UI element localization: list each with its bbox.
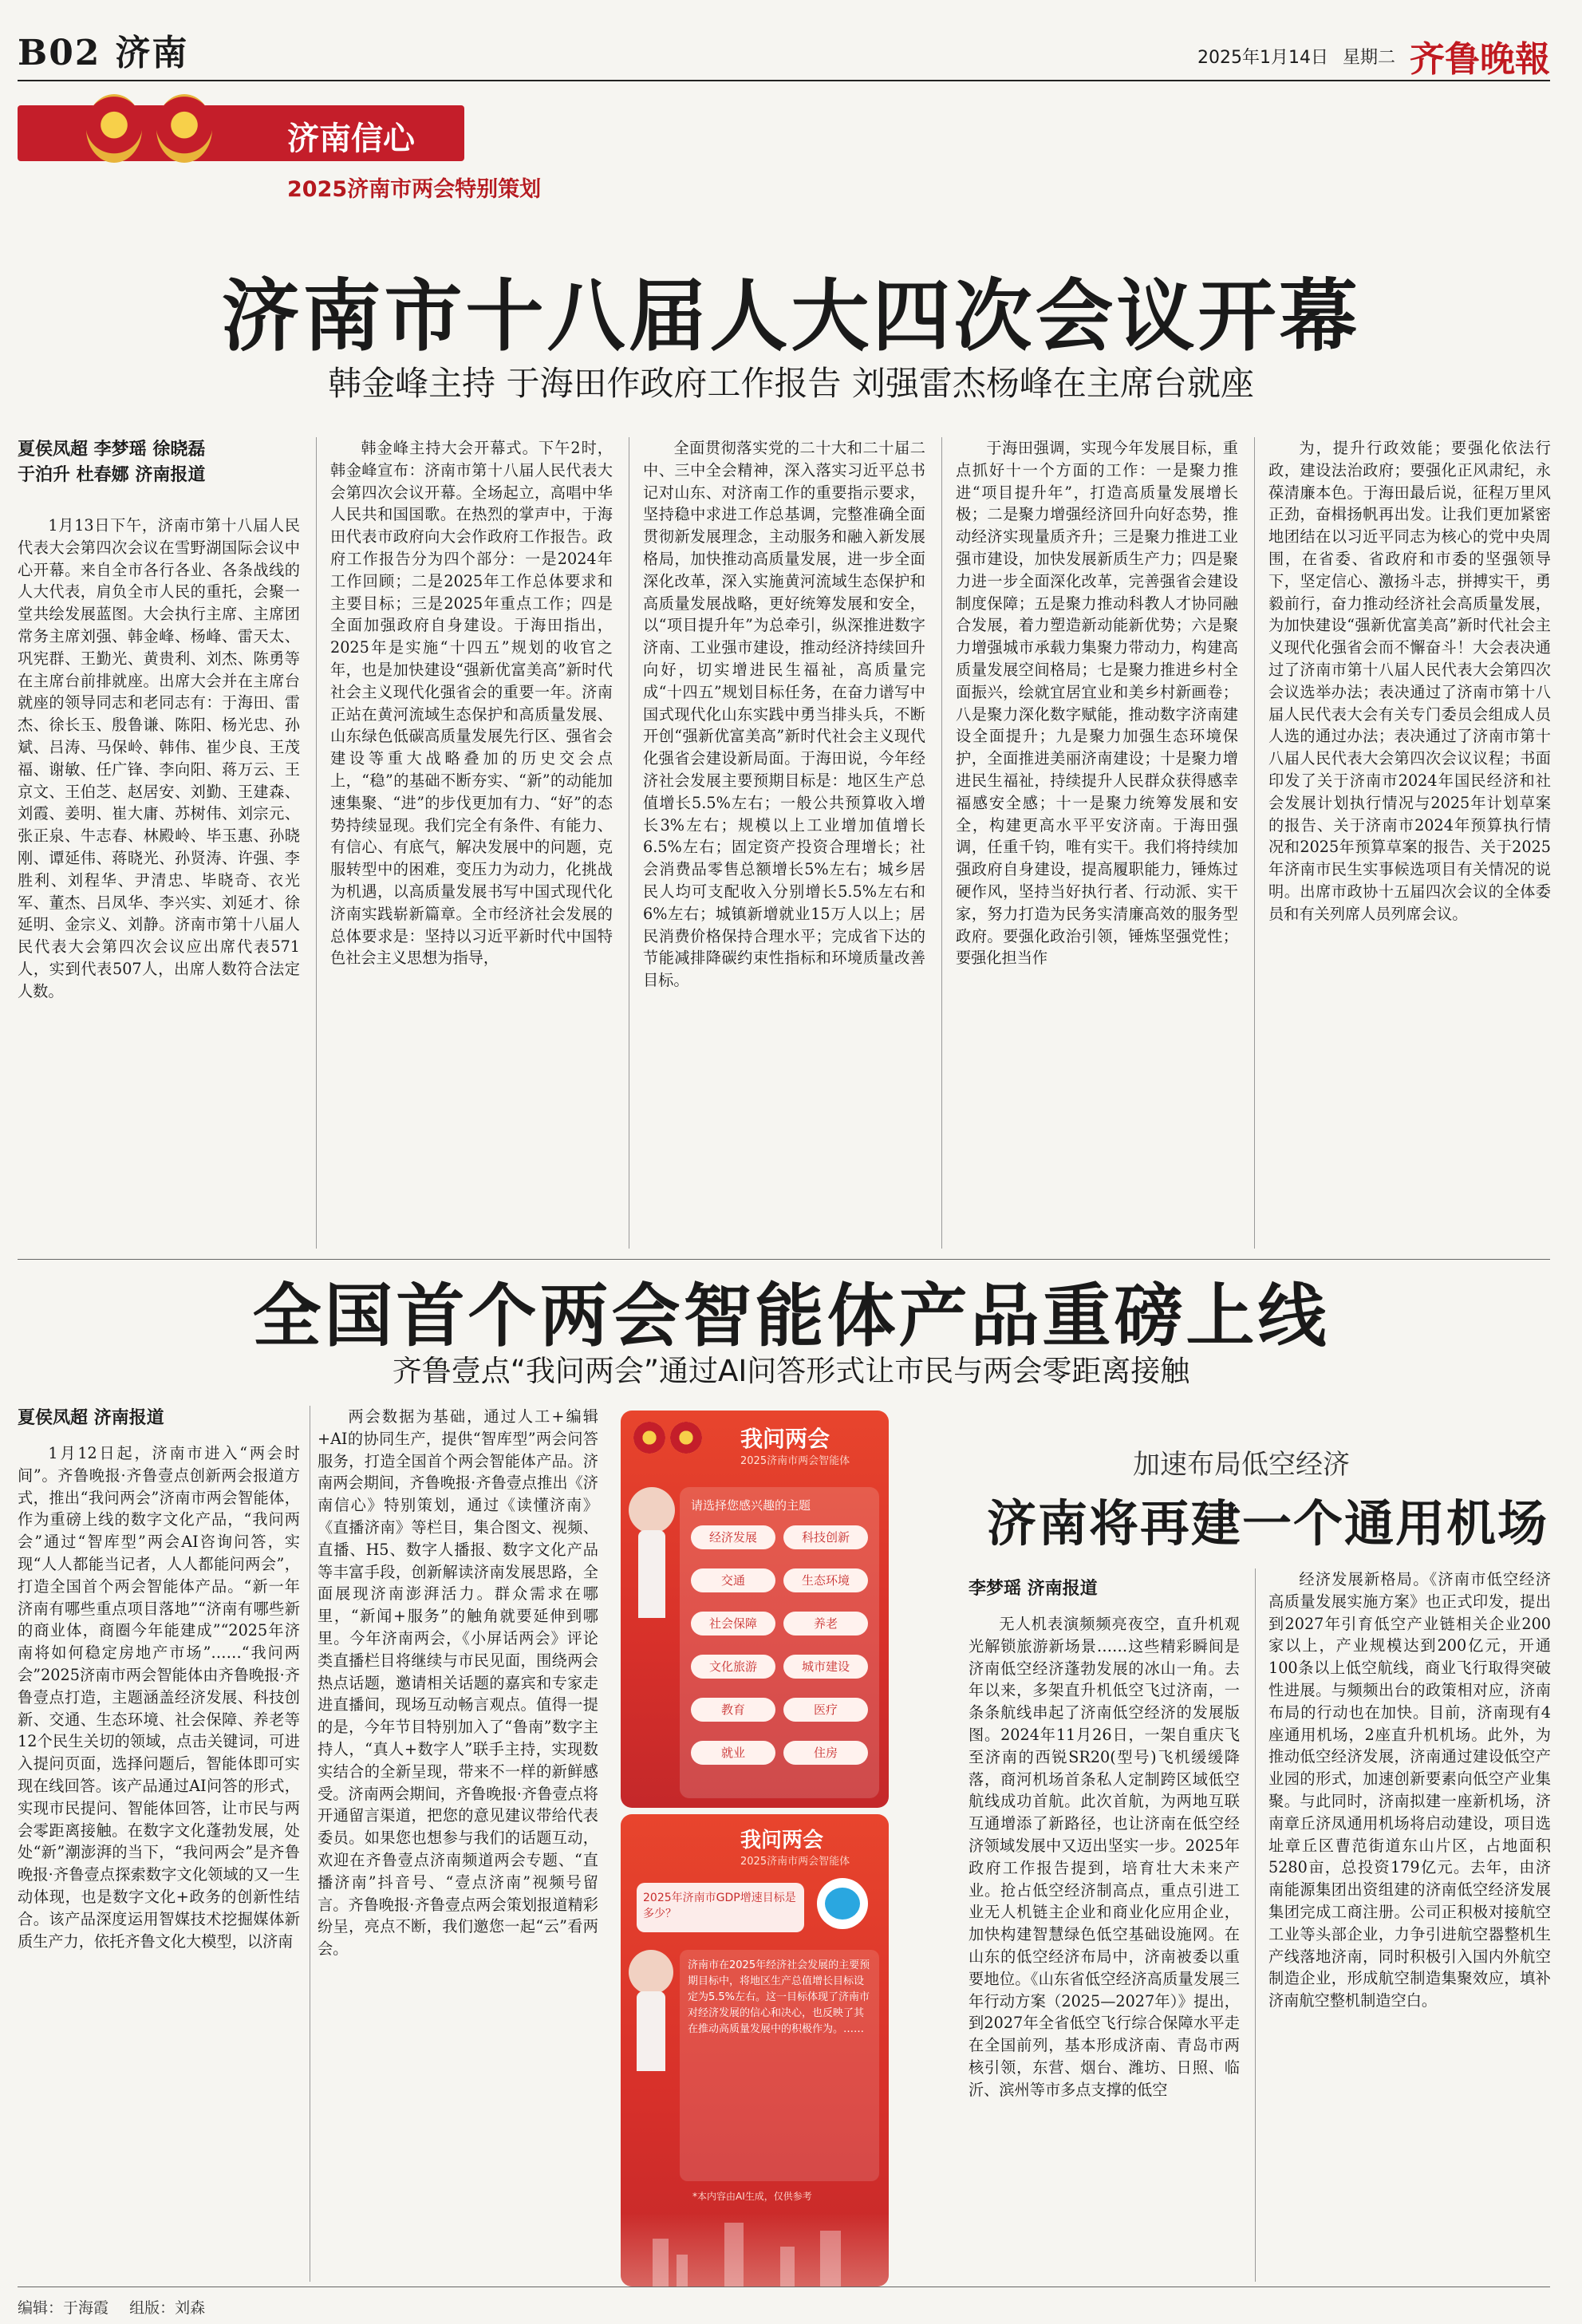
digital-host-body: [638, 1530, 665, 1618]
story1-column-4: 于海田强调，实现今年发展目标，重点抓好十一个方面的工作：一是聚力推进“项目提升年”，打造高质量发展增长极；二是聚力增强经济回升向好态势，推动经济实现量质齐升；三是聚力推进工业强市建设，加快发展新质生产力；四是聚力进一步全面深化改革，完善强省会建设制度保障；五是聚力推动科教人才协同融合发展，着力塑造新动能新优势；六是聚力增强城市承载力集聚力带动力，构建高质量发展空间格局；七是聚力推进乡村全面振兴，绘就宜居宜业和美乡村新画卷；八是聚力深化数字赋能，推动数字济南建设全面提升；九是聚力加强生态环境保护，全面推进美丽济南建设；十是聚力增进民生福祉，持续提升人民群众获得感幸福感安全感；十一是聚力统筹发展和安全，构建更高水平平安济南。于海田强调，任重千钧，唯有实干。我们将持续加强政府自身建设，提高履职能力，锤炼过硬作风，坚持当好执行者、行动派、实干家，努力打造为民务实清廉高效的服务型政府。要强化政治引领，锤炼坚强党性；要强化担当作: [956, 439, 1238, 968]
digital-host-body: [637, 1991, 665, 2071]
section-name: 济南: [115, 33, 189, 73]
story2-byline: 夏侯凤超 济南报道: [18, 1408, 164, 1428]
story2-subhead: 齐鲁壹点“我问两会”通过AI问答形式让市民与两会零距离接触: [392, 1354, 1190, 1388]
story2-column-2: 两会数据为基础，通过人工+编辑+AI的协同生产，提供“智库型”两会问答服务，打造全国首个两会智能体产品。济南两会期间，齐鲁晚报·齐鲁壹点推出《济南信心》特别策划，通过《读懂济南》《直播济南》等栏目，集合图文、视频、直播、H5、数字人播报、数字文化产品等丰富手段，创新解读济南发展思路，全面展现济南澎湃活力。群众需求在哪里，“新闻+服务”的触角就要延伸到哪里。今年济南两会，《小屏话两会》评论类直播栏目将继续与市民见面，围绕两会热点话题，邀请相关话题的嘉宾和专家走进直播间，现场互动畅言观点。值得一提的是，今年节目特别加入了“鲁南”数字主持人，“真人+数字人”联手主持，实现数实结合的全新呈现，带来不一样的新鲜感受。济南两会期间，齐鲁晚报·齐鲁壹点将开通留言渠道，把您的意见建议带给代表委员。如果您也想参与我们的话题互动，欢迎在齐鲁壹点济南频道两会专题、“直播济南”抖音号、“壹点济南”视频号留言。齐鲁晚报·齐鲁壹点两会策划报道精彩纷呈，亮点不断，我们邀您一起“云”看两会。: [318, 1407, 598, 1959]
topic-chip[interactable]: 交通: [691, 1568, 775, 1592]
story3-column-1: 无人机表演频频亮夜空，直升机观光解锁旅游新场景……这些精彩瞬间是济南低空经济蓬勃发展的冰山一角。去年以来，多架直升机低空飞过济南，一条条航线串起了济南低空经济的发展版图。2024年11月26日，一架自重庆飞至济南的西锐SR20(型号)飞机缓缓降落，商河机场首条私人定制跨区域低空航线成功首航。此次首航，为两地互联互通增添了新路径，也让济南在低空经济领域发展中又迈出坚实一步。2025年政府工作报告提到，培育壮大未来产业。抢占低空经济制高点，重点引进工业无人机链主企业和商业化应用企业，加快构建智慧绿色低空基础设施网。在山东的低空经济布局中，济南被委以重要地位。《山东省低空经济高质量发展三年行动方案（2025—2027年）》提出，到2027年全省低空飞行综合保障水平走在全国前列，基本形成济南、青岛市两核引领，东营、烟台、潍坊、日照、临沂、滨州等市多点支撑的低空: [969, 1615, 1240, 2099]
topic-panel: [680, 1487, 879, 1798]
page-footer: [18, 2296, 205, 2318]
topic-chip[interactable]: 养老: [783, 1612, 868, 1635]
byline-line1: 夏侯凤超 李梦瑶 徐晓磊: [18, 440, 206, 460]
footer-layout: 组版：刘森: [129, 2299, 206, 2317]
digital-host-avatar: [629, 1487, 675, 1533]
ai-disclaimer: *本内容由AI生成，仅供参考: [692, 2191, 812, 2202]
page-code: B02: [18, 33, 101, 73]
answer-bubble: 济南市在2025年经济社会发展的主要预期目标中，将地区生产总值增长目标设定为5.5%左右。这一目标体现了济南市对经济发展的信心和决心，也反映了其在推动高质量发展中的积极作为。……: [680, 1950, 879, 2181]
story3-headline: 济南将再建一个通用机场: [986, 1494, 1548, 1553]
byline-line2: 于泊升 杜春娜 济南报道: [18, 465, 206, 485]
story3-kicker: 加速布局低空经济: [1133, 1449, 1350, 1481]
topic-chip[interactable]: 住房: [783, 1741, 868, 1765]
app-screenshot-topics: [621, 1411, 889, 1808]
story1-byline: [18, 437, 281, 488]
topic-chip[interactable]: 社会保障: [691, 1612, 775, 1635]
banner-subtitle: 2025济南市两会特别策划: [287, 177, 542, 202]
story3-column-2: 经济发展新格局。《济南市低空经济高质量发展实施方案》也正式印发，提出到2027年引育低空产业链相关企业200家以上，产业规模达到200亿元，开通100条以上低空航线，商业飞行取得突破性进展。与频频出台的政策相对应，济南布局的行动也在加快。目前，济南现有4座通用机场，2座直升机机场。此外，为推动低空经济发展，济南通过建设低空产业园的形式，加速创新要素向低空产业集聚。与此同时，济南拟建一座新机场，济南章丘济凤通用机场将启动建设，项目选址章丘区曹范街道东山片区，占地面积5280亩，总投资179亿元。去年，由济南能源集团出资组建的济南低空经济发展集团完成工商注册。公司正积极对接航空工业等头部企业，力争引进航空器整机生产线落地济南，同时积极引入国内外航空制造企业，形成航空制造集聚效应，填补济南航空整机制造空白。: [1268, 1570, 1551, 2010]
page-header: [18, 24, 188, 75]
column-divider: [316, 437, 317, 1249]
story2-column-1: 1月12日起，济南市进入“两会时间”。齐鲁晚报·齐鲁壹点创新两会报道方式，推出“我问两会”济南市两会智能体，作为重磅上线的数字文化产品，“我问两会”通过“智库型”两会AI咨询问答，实现“人人都能当记者，人人都能问两会”，打造全国首个两会智能体产品。“新一年济南有哪些重点项目落地”“济南有哪些新的商业体，商圈今年能建成”“2025年济南将如何稳定房地产市场”……“我问两会”2025济南市两会智能体由齐鲁晚报·齐鲁壹点打造，主题涵盖经济发展、科技创新、交通、生态环境、社会保障、养老等12个民生关切的领域，点击关键词，可进入提问页面，选择问题后，智能体即可实现在线回答。该产品通过AI问答的形式，实现市民提问、智能体回答，让市民与两会零距离接触。在数字文化蓬勃发展，处处“新”潮澎湃的当下，“我问两会”是齐鲁晚报·齐鲁壹点探索数字文化领域的又一生动体现，也是数字文化+政务的创新性结合。该产品深度运用智媒技术挖掘媒体新质生产力，依托齐鲁文化大模型，以济南: [18, 1444, 300, 1951]
topic-chip[interactable]: 科技创新: [783, 1525, 868, 1549]
app-title: 我问两会: [740, 1426, 830, 1452]
app-title: 我问两会: [740, 1829, 824, 1852]
city-skyline-decoration: [621, 2213, 889, 2287]
topic-chip[interactable]: 城市建设: [783, 1655, 868, 1679]
story1-column-3: 全面贯彻落实党的二十大和二十届二中、三中全会精神，深入落实习近平总书记对山东、对济南工作的重要指示要求，坚持稳中求进工作总基调，完整准确全面贯彻新发展理念，主动服务和融入新发展格局，加快推动高质量发展，进一步全面深化改革，深入实施黄河流域生态保护和高质量发展战略，更好统筹发展和安全，以“项目提升年”为总牵引，纵深推进数字济南、工业强市建设，推动经济持续回升向好，切实增进民生福祉，高质量完成“十四五”规划目标任务，在奋力谱写中国式现代化山东实践中勇当排头兵，不断开创“强新优富美高”新时代社会主义现代化强省会建设新局面。于海田说，今年经济社会发展主要预期目标是：地区生产总值增长5.5%左右；一般公共预算收入增长3%左右；规模以上工业增加值增长6.5%左右；固定资产投资合理增长；社会消费品零售总额增长5%左右；城乡居民人均可支配收入分别增长5.5%左右和6%左右；城镇新增就业15万人以上；居民消费价格保持合理水平；完成省下达的节能减排降碳约束性指标和环境质量改善目标。: [643, 439, 925, 990]
column-divider: [1255, 1568, 1256, 2282]
national-emblem-icon: [86, 94, 142, 163]
app-screenshot-answer: [621, 1814, 889, 2287]
topic-chip[interactable]: 教育: [691, 1698, 775, 1722]
topic-chip[interactable]: 就业: [691, 1741, 775, 1765]
story1-subhead: 韩金峰主持 于海田作政府工作报告 刘强雷杰杨峰在主席台就座: [328, 364, 1254, 403]
chatbot-avatar-icon: [817, 1878, 868, 1929]
story1-column-1: 1月13日下午，济南市第十八届人民代表大会第四次会议在雪野湖国际会议中心开幕。来自全市各行各业、各条战线的人大代表，肩负全市人民的重托，会聚一堂共绘发展蓝图。大会执行主席、主席团常务主席刘强、韩金峰、杨峰、雷天太、巩宪群、王勤光、黄贵利、刘杰、陈勇等在主席台前排就座。出席大会并在主席台就座的领导同志和老同志有：于海田、雷杰、徐长玉、殷鲁谦、陈阳、杨光忠、孙斌、吕涛、马保岭、韩伟、崔少良、王茂福、谢敏、任广锋、李向阳、蒋万云、王京文、王伯芝、赵居安、刘勤、王建森、刘霞、姜明、崔大庸、苏树伟、刘宗元、张正泉、牛志春、林殿岭、毕玉惠、孙晓刚、谭延伟、蒋晓光、孙贤涛、许强、李胜利、刘程华、尹清忠、毕晓奇、衣光军、董杰、吕凤华、李兴实、刘延才、徐延明、金宗义、刘静。济南市第十八届人民代表大会第四次会议应出席代表571人，实到代表507人，出席人数符合法定人数。: [18, 516, 300, 1000]
column-divider: [1254, 437, 1255, 1249]
newspaper-masthead: 齐鲁晚報: [1410, 39, 1550, 80]
story1-column-5: 为，提升行政效能；要强化依法行政，建设法治政府；要强化正风肃纪，永葆清廉本色。于海田最后说，征程万里风正劲，奋楫扬帆再出发。让我们更加紧密地团结在以习近平同志为核心的党中央周围，在省委、省政府和市委的坚强领导下，坚定信心、激扬斗志，拼搏实干，勇毅前行，奋力推动经济社会高质量发展，为加快建设“强新优富美高”新时代社会主义现代化强省会而不懈奋斗！大会表决通过了济南市第十八届人民代表大会第四次会议选举办法；表决通过了济南市第十八届人民代表大会有关专门委员会组成人员人选的通过办法；表决通过了济南市第十八届人民代表大会第四次会议议程；书面印发了关于济南市2024年国民经济和社会发展计划执行情况与2025年计划草案的报告、关于济南市2024年预算执行情况和2025年预算草案的报告、关于2025年济南市民生实事候选项目有关情况的说明。出席市政协十五届四次会议的全体委员和有关列席人员列席会议。: [1268, 439, 1551, 923]
question-bubble: 2025年济南市GDP增速目标是多少？: [637, 1883, 804, 1932]
issue-weekday: 星期二: [1342, 47, 1395, 68]
footer-editor: 编辑：于海霞: [18, 2299, 109, 2317]
story1-headline: 济南市十八届人大四次会议开幕: [221, 270, 1361, 362]
topic-prompt: 请选择您感兴趣的主题: [691, 1498, 811, 1513]
column-divider: [941, 437, 942, 1249]
topic-chip[interactable]: 医疗: [783, 1698, 868, 1722]
topic-chip[interactable]: 文化旅游: [691, 1655, 775, 1679]
story1-column-2: 韩金峰主持大会开幕式。下午2时，韩金峰宣布：济南市第十八届人民代表大会第四次会议开幕。全场起立，高唱中华人民共和国国歌。在热烈的掌声中，于海田代表市政府向大会作政府工作报告。政府工作报告分为四个部分：一是2024年工作回顾；二是2025年工作总体要求和主要目标；三是2025年重点工作；四是全面加强政府自身建设。于海田指出，2025年是实施“十四五”规划的收官之年，也是加快建设“强新优富美高”新时代社会主义现代化强省会的重要一年。济南正站在黄河流域生态保护和高质量发展、山东绿色低碳高质量发展先行区、强省会建设等重大战略叠加的历史交会点上，“稳”的基础不断夯实、“新”的动能加速集聚、“进”的步伐更加有力、“好”的态势持续显现。我们完全有条件、有能力、有信心、有底气，解决发展中的问题，克服转型中的困难，变压力为动力，化挑战为机遇，以高质量发展书写中国式现代化济南实践崭新篇章。全市经济社会发展的总体要求是：坚持以习近平新时代中国特色社会主义思想为指导，: [330, 439, 613, 968]
issue-date: 2025年1月14日: [1197, 47, 1328, 68]
party-emblem-icon: [156, 94, 212, 163]
topic-chip[interactable]: 生态环境: [783, 1568, 868, 1592]
emblem-icon: [670, 1422, 702, 1454]
emblem-icon: [633, 1422, 665, 1454]
topic-chip[interactable]: 经济发展: [691, 1525, 775, 1549]
banner-title: 济南信心: [287, 120, 415, 157]
digital-host-avatar: [629, 1950, 673, 1995]
story2-headline: 全国首个两会智能体产品重磅上线: [252, 1276, 1330, 1356]
header-right: [1197, 30, 1550, 81]
story3-byline: 李梦瑶 济南报道: [969, 1579, 1098, 1599]
story-separator: [18, 1259, 1550, 1260]
app-subtitle: 2025济南市两会智能体: [740, 1455, 850, 1467]
header-rule: [18, 80, 1550, 81]
app-subtitle: 2025济南市两会智能体: [740, 1856, 850, 1868]
